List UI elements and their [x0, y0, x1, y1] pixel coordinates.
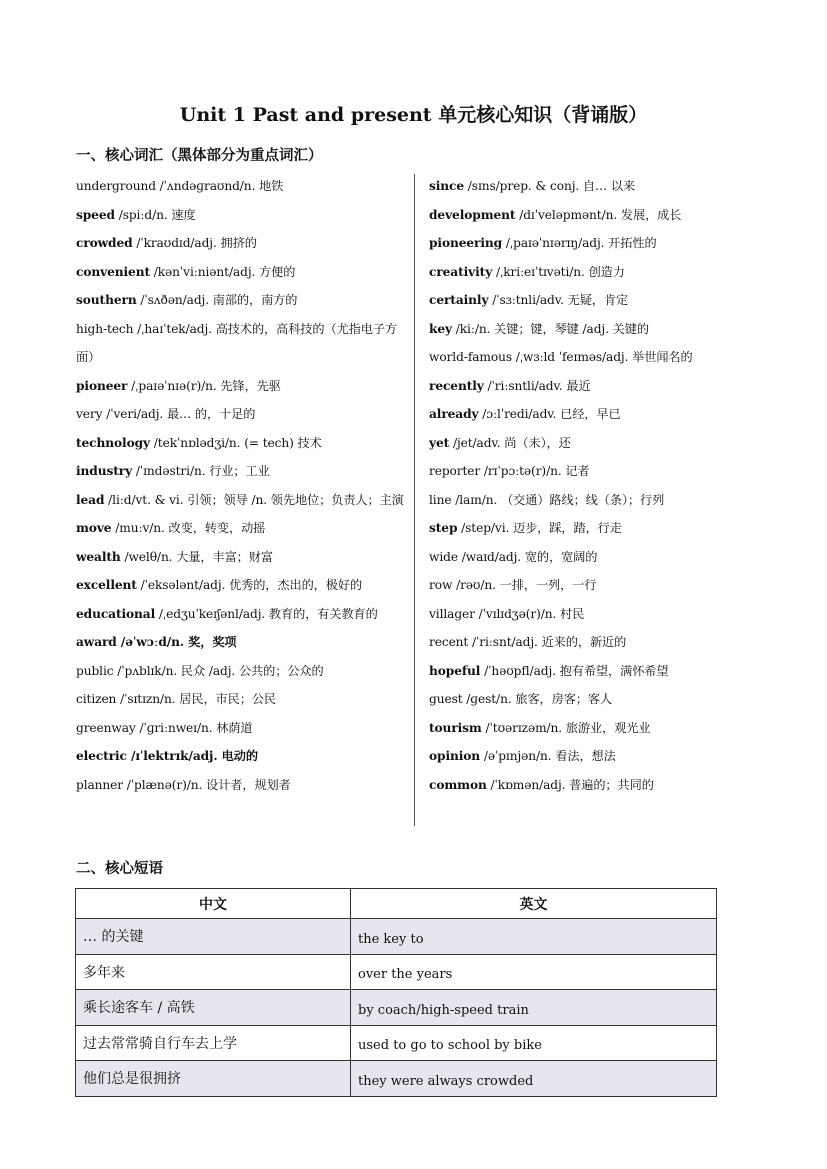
header-chinese: 中文 — [76, 889, 351, 919]
vocab-definition: /ɪˈlektrɪk/adj. 电动的 — [126, 749, 258, 763]
vocab-definition: /kənˈviːniənt/adj. 方便的 — [149, 264, 296, 279]
vocab-section-heading: 一、核心词汇（黑体部分为重点词汇） — [76, 148, 323, 164]
vocab-entry — [429, 600, 729, 629]
phrase-english: by coach/high-speed train — [351, 990, 717, 1026]
vocab-definition: /welθ/n. 大量，丰富；财富 — [120, 549, 273, 564]
vocab-word: citizen — [76, 692, 117, 706]
vocab-entry — [429, 372, 729, 401]
vocab-word: move — [76, 521, 112, 535]
phrase-chinese: 多年来 — [76, 954, 351, 990]
vocab-word: wealth — [76, 549, 121, 564]
vocab-definition: /ˈriːsntli/adv. 最近 — [483, 378, 591, 393]
page-title: Unit 1 Past and present 单元核心知识（背诵版） — [179, 104, 648, 126]
vocab-definition: /kiː/n. 关键；键，琴键 /adj. 关键的 — [451, 321, 649, 336]
vocab-word: excellent — [76, 578, 137, 592]
vocab-definition: /muːv/n. 改变，转变，动摇 — [111, 521, 266, 535]
vocab-definition: /liːd/vt. & vi. 引领；领导 /n. 领先地位；负责人；主演 — [104, 492, 404, 507]
vocab-definition: /jet/adv. 尚（未），还 — [449, 435, 571, 450]
vocab-entry — [429, 343, 729, 372]
vocab-word: line — [429, 492, 452, 507]
vocab-word: convenient — [76, 264, 150, 279]
vocab-definition: /step/vi. 迈步，踩，踏，行走 — [457, 521, 622, 535]
phrase-table — [75, 888, 717, 1097]
vocab-word: technology — [76, 435, 151, 450]
header-english: 英文 — [351, 889, 717, 919]
vocab-definition: /ˈkraʊdɪd/adj. 拥挤的 — [132, 236, 257, 250]
vocab-entry — [76, 315, 406, 372]
vocab-entry — [76, 685, 406, 714]
vocab-entry — [76, 771, 406, 800]
vocab-definition: /ˈkɒmən/adj. 普遍的；共同的 — [486, 777, 654, 792]
vocab-word: speed — [76, 207, 115, 222]
vocab-word: very — [76, 407, 103, 421]
vocab-word: recent — [429, 635, 469, 649]
vocab-word: guest — [429, 692, 463, 706]
vocab-definition: /dɪˈveləpmənt/n. 发展，成长 — [515, 207, 682, 222]
vocab-word: reporter — [429, 464, 481, 478]
vocab-entry — [429, 457, 729, 486]
vocab-definition: /ˈriːsnt/adj. 近来的，新近的 — [468, 635, 627, 649]
phrase-english: used to go to school by bike — [351, 1025, 717, 1061]
vocab-entry — [76, 543, 406, 572]
vocab-entry — [76, 628, 406, 657]
vocab-definition: /ˈhəʊpfl/adj. 抱有希望，满怀希望 — [480, 663, 669, 678]
vocab-word: industry — [76, 464, 133, 478]
vocab-word: planner — [76, 777, 124, 792]
vocab-entry — [429, 543, 729, 572]
vocab-word: opinion — [429, 749, 481, 763]
vocab-definition: /ˌhaɪˈtek/adj. 高技术的，高科技的（尤指电子方面） — [76, 321, 398, 364]
vocab-definition: /ˈpʌblɪk/n. 民众 /adj. 公共的；公众的 — [113, 663, 324, 678]
vocab-definition: /ˈɪndəstri/n. 行业；工业 — [132, 464, 270, 478]
column-divider — [414, 174, 415, 826]
vocab-definition: /ˌedʒuˈkeɪʃənl/adj. 教育的，有关教育的 — [155, 606, 378, 621]
vocab-entry — [76, 229, 406, 258]
vocab-entry — [429, 315, 729, 344]
vocab-column-right — [429, 172, 729, 799]
vocab-word: hopeful — [429, 663, 481, 678]
vocab-word: public — [76, 663, 114, 678]
vocab-definition: /ˈsʌðən/adj. 南部的，南方的 — [136, 293, 298, 307]
vocab-word: creativity — [429, 264, 493, 279]
vocab-word: common — [429, 777, 487, 792]
vocab-definition: /ˈɡriːnweɪ/n. 林荫道 — [135, 720, 253, 735]
vocab-word: southern — [76, 293, 137, 307]
phrase-english: they were always crowded — [351, 1061, 717, 1097]
phrase-english: the key to — [351, 919, 717, 955]
vocab-entry — [76, 657, 406, 686]
vocab-word: greenway — [76, 720, 136, 735]
vocab-word: lead — [76, 492, 105, 507]
vocab-word: crowded — [76, 236, 133, 250]
table-row — [76, 990, 717, 1026]
vocab-entry — [429, 486, 729, 515]
vocab-word: high-tech — [76, 321, 134, 336]
vocab-definition: /ˌwɜːld ˈfeɪməs/adj. 举世闻名的 — [512, 350, 693, 364]
vocab-definition: /rɪˈpɔːtə(r)/n. 记者 — [480, 464, 590, 478]
vocab-definition: /ˈtʊərɪzəm/n. 旅游业，观光业 — [481, 720, 651, 735]
vocab-word: development — [429, 207, 516, 222]
vocab-definition: /ˈsɜːtnli/adv. 无疑，肯定 — [488, 293, 629, 307]
vocab-word: step — [429, 521, 458, 535]
vocab-entry — [429, 201, 729, 230]
vocab-entry — [429, 685, 729, 714]
vocab-word: pioneering — [429, 236, 503, 250]
vocab-definition: /ˈeksələnt/adj. 优秀的，杰出的，极好的 — [136, 578, 363, 592]
vocab-definition: /əˈwɔːd/n. 奖，奖项 — [116, 635, 237, 649]
vocab-entry — [429, 742, 729, 771]
vocab-word: electric — [76, 749, 127, 763]
vocab-word: certainly — [429, 293, 489, 307]
vocab-definition: /ˈplænə(r)/n. 设计者，规划者 — [123, 777, 291, 792]
vocab-definition: /sɪns/prep. & conj. 自… 以来 — [464, 179, 636, 193]
vocab-definition: /tekˈnɒlədʒi/n. (= tech) 技术 — [150, 435, 322, 450]
table-row — [76, 1025, 717, 1061]
vocab-word: underground — [76, 179, 156, 193]
vocab-entry — [76, 457, 406, 486]
vocab-entry — [76, 429, 406, 458]
vocab-word: world-famous — [429, 350, 512, 364]
vocab-word: recently — [429, 378, 484, 393]
phrase-section-heading: 二、核心短语 — [76, 861, 163, 877]
vocab-column-left — [76, 172, 406, 799]
vocab-entry — [429, 628, 729, 657]
vocab-entry — [76, 172, 406, 201]
vocab-definition: /waɪd/adj. 宽的，宽阔的 — [457, 549, 598, 564]
vocab-entry — [429, 514, 729, 543]
vocab-entry — [429, 429, 729, 458]
vocab-definition: /laɪn/n. （交通）路线；线（条）；行列 — [451, 492, 665, 507]
vocab-word: already — [429, 407, 479, 421]
table-row — [76, 1061, 717, 1097]
vocab-entry — [76, 571, 406, 600]
vocab-entry — [429, 714, 729, 743]
vocab-entry — [429, 258, 729, 287]
phrase-english: over the years — [351, 954, 717, 990]
vocab-definition: /ˈveri/adj. 最… 的，十足的 — [102, 407, 256, 421]
vocab-definition: /rəʊ/n. 一排，一列，一行 — [452, 578, 597, 592]
vocab-entry — [76, 600, 406, 629]
vocab-entry — [429, 172, 729, 201]
phrase-table-header — [76, 889, 717, 919]
vocab-word: tourism — [429, 720, 482, 735]
vocab-entry — [76, 372, 406, 401]
vocab-definition: /ɔːlˈredi/adv. 已经，早已 — [478, 407, 621, 421]
vocab-word: villager — [429, 606, 475, 621]
vocab-entry — [76, 742, 406, 771]
vocab-entry — [76, 714, 406, 743]
vocab-definition: /ˈʌndəɡraʊnd/n. 地铁 — [155, 179, 284, 193]
vocab-entry — [429, 771, 729, 800]
vocab-word: educational — [76, 606, 156, 621]
vocab-entry — [429, 571, 729, 600]
vocab-entry — [76, 400, 406, 429]
phrase-chinese: … 的关键 — [76, 919, 351, 955]
vocab-definition: /əˈpɪnjən/n. 看法，想法 — [480, 749, 616, 763]
vocab-definition: /ˌkriːeɪˈtɪvəti/n. 创造力 — [492, 264, 625, 279]
vocab-entry — [76, 514, 406, 543]
vocab-definition: /ɡest/n. 旅客，房客；客人 — [462, 692, 613, 706]
vocab-definition: /ˈsɪtɪzn/n. 居民，市民；公民 — [116, 692, 276, 706]
vocab-entry — [429, 286, 729, 315]
vocab-definition: /ˈvɪlɪdʒə(r)/n. 村民 — [474, 606, 585, 621]
vocab-entry — [429, 657, 729, 686]
table-row — [76, 919, 717, 955]
vocab-entry — [76, 286, 406, 315]
vocab-entry — [76, 201, 406, 230]
table-row — [76, 954, 717, 990]
vocab-definition: /ˌpaɪəˈnɪərɪŋ/adj. 开拓性的 — [502, 236, 657, 250]
phrase-chinese: 过去常常骑自行车去上学 — [76, 1025, 351, 1061]
vocab-definition: /ˌpaɪəˈnɪə(r)/n. 先锋，先驱 — [127, 378, 281, 393]
vocab-definition: /spiːd/n. 速度 — [114, 207, 196, 222]
vocab-word: row — [429, 578, 453, 592]
vocab-word: pioneer — [76, 378, 128, 393]
vocab-word: award — [76, 635, 117, 649]
vocab-entry — [76, 258, 406, 287]
phrase-chinese: 他们总是很拥挤 — [76, 1061, 351, 1097]
phrase-chinese: 乘长途客车 / 高铁 — [76, 990, 351, 1026]
vocab-word: wide — [429, 549, 458, 564]
vocab-entry — [76, 486, 406, 515]
vocab-word: since — [429, 179, 465, 193]
vocab-entry — [429, 229, 729, 258]
vocab-word: yet — [429, 435, 450, 450]
vocab-word: key — [429, 321, 452, 336]
vocab-entry — [429, 400, 729, 429]
